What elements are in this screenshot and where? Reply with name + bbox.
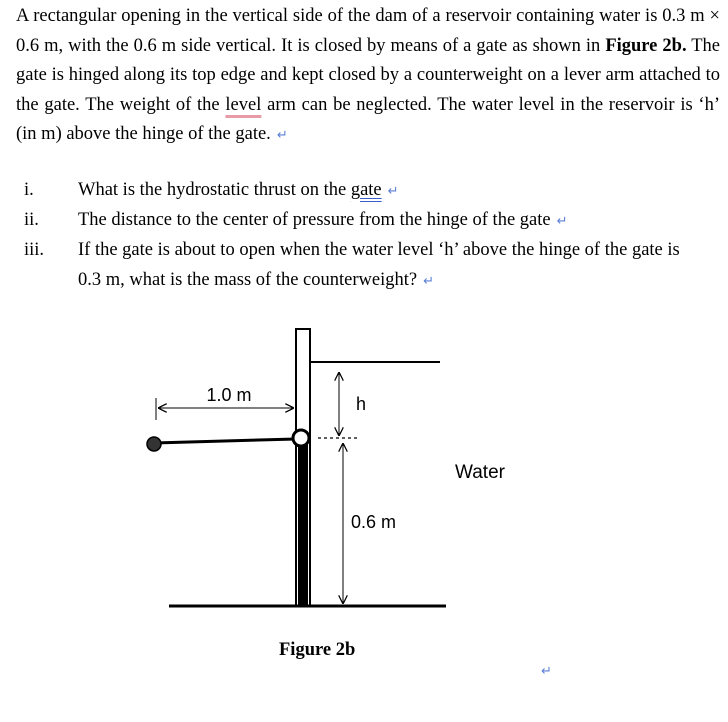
- counterweight: [147, 437, 161, 451]
- question-number: i.: [24, 180, 34, 200]
- figure-reference: Figure 2b.: [605, 35, 687, 56]
- question-text-part: The distance to the center of pressure from the hinge of the gate: [78, 210, 551, 230]
- question-text-part: If the gate is about to open when the water level ‘h’ above the hinge of the gate is 0.3 m, what is the mass of the counterweight?: [78, 240, 680, 290]
- paragraph-mark-icon: ↵: [276, 128, 288, 143]
- paragraph-mark-icon: ↵: [556, 214, 568, 229]
- problem-statement: [16, 2, 720, 151]
- paragraph-mark-icon: ↵: [541, 664, 552, 679]
- paragraph-mark-icon: ↵: [387, 184, 399, 199]
- h-label: h: [356, 394, 367, 414]
- paragraph-mark-icon: ↵: [423, 273, 434, 289]
- gate-diagram: [0, 300, 728, 640]
- gate-height-label: 0.6 m: [351, 512, 397, 532]
- question-text: [78, 236, 698, 296]
- question-text-part: What is the hydrostatic thrust on the: [78, 180, 351, 200]
- question-text: [78, 206, 698, 237]
- lever-arm: [154, 439, 296, 443]
- lever-length-label: 1.0 m: [206, 385, 252, 405]
- grammar-flag-gate: gate: [350, 180, 382, 200]
- problem-text-3: arm can be neglected. The water level in the reservoir is ‘h’ (in m) above the hinge of the gate.: [16, 94, 720, 144]
- gate-plate: [298, 438, 308, 606]
- spelling-flag-level: level: [225, 94, 262, 115]
- figure-caption: Figure 2b: [279, 640, 356, 660]
- question-number: iii.: [24, 240, 45, 260]
- hinge-icon: [293, 430, 309, 446]
- question-text: [78, 176, 698, 207]
- problem-text-1: A rectangular opening in the vertical side of the dam of a reservoir containing water is 0.3 m × 0.6 m, with the 0.6 m side vertical. It is closed by means of a gate as shown in: [16, 6, 720, 56]
- question-number: ii.: [24, 210, 39, 230]
- problem-text-2: The gate is hinged along its top edge and kept closed by a counterweight on a lever arm attached to the gate. The weight of the: [16, 35, 721, 115]
- water-label: Water: [455, 462, 505, 483]
